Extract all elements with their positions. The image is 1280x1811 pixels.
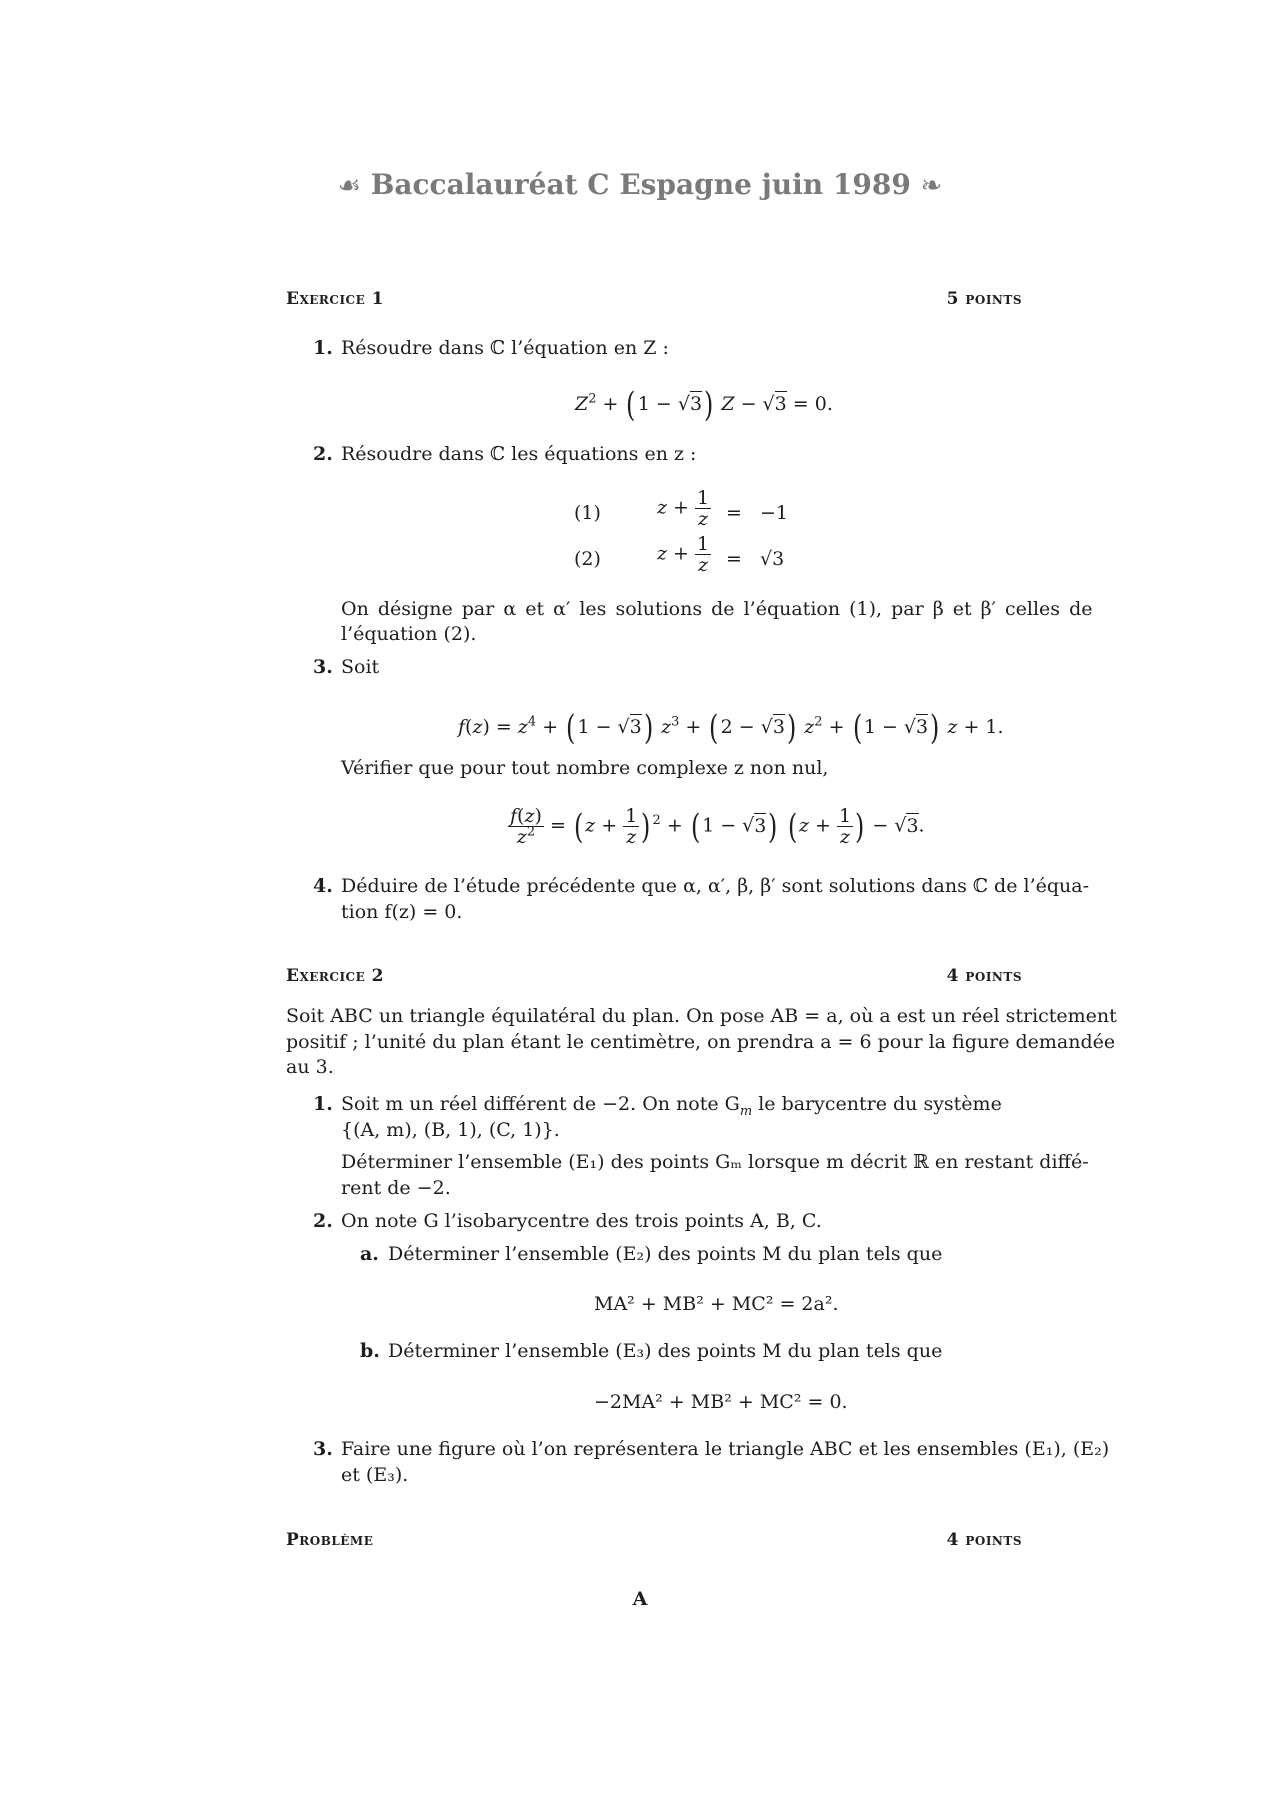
ex1-eq1-equals: = [726, 502, 742, 524]
exercise-2-points: 4 points [946, 966, 1022, 986]
ex1-eq1-lhs: z + $\frac{1}{z}$ [657, 487, 710, 530]
ex1-eq1-label: (1) [574, 502, 601, 524]
exercise-1-heading: Exercice 1 [286, 289, 384, 309]
ex1-q1-text: Résoudre dans ℂ l’équation en Z : [341, 337, 669, 359]
ex2-intro-line1: Soit ABC un triangle équilatéral du plan. On pose AB = a, où a est un réel strictement [286, 1005, 1117, 1027]
ex1-q2-text: Résoudre dans ℂ les équations en z : [341, 443, 697, 465]
ex1-q3-number: 3. [313, 656, 333, 678]
probleme-part-a: A [632, 1588, 648, 1610]
ex2-q1-line4: rent de −2. [341, 1177, 451, 1199]
ex2-q3-line2: et (E₃). [341, 1464, 409, 1486]
ex2-q2b-equation: −2MA² + MB² + MC² = 0. [594, 1391, 848, 1413]
probleme-heading: Problème [286, 1530, 374, 1550]
ex1-q2-note-line2: l’équation (2). [341, 623, 477, 645]
page-title [0, 168, 1280, 201]
ex2-q1-number: 1. [313, 1093, 333, 1115]
ex1-eq2-equals: = [726, 548, 742, 570]
ex2-q2b-number: b. [360, 1340, 380, 1362]
ex1-eq2-lhs: z + $\frac{1}{z}$ [657, 533, 710, 576]
ex2-intro-line3: au 3. [286, 1056, 334, 1078]
exercise-1-points: 5 points [946, 289, 1022, 309]
ex1-q1-number: 1. [313, 337, 333, 359]
ex2-q1-line1-sub: m [739, 1103, 753, 1119]
ex1-fz-definition: $f(z) = z^4$ + ( 1 − √3) $z^3$ + ( 2 − √3) $z^2$ + ( 1 − √3) z + 1. [458, 708, 1004, 748]
ex2-q2-text: On note G l’isobarycentre des trois points A, B, C. [341, 1210, 822, 1232]
ex1-q4-number: 4. [313, 875, 333, 897]
ex1-q2-note-line1: On désigne par α et α′ les solutions de l’équation (1), par β et β′ celles de [341, 598, 1093, 620]
ex1-q4-line1: Déduire de l’étude précédente que α, α′, β, β′ sont solutions dans ℂ de l’équa- [341, 875, 1090, 897]
ex2-q3-number: 3. [313, 1438, 333, 1460]
ex2-q2a-number: a. [360, 1243, 379, 1265]
exercise-2-heading: Exercice 2 [286, 966, 384, 986]
ex1-q2-number: 2. [313, 443, 333, 465]
ex1-q3-text: Soit [341, 656, 380, 678]
ex1-eq2-rhs: √3 [760, 548, 785, 570]
ornament-right-icon: ❧ [920, 171, 943, 201]
ex2-q2a-text: Déterminer l’ensemble (E₂) des points M du plan tels que [388, 1243, 943, 1265]
ex2-q1-line1 [341, 1091, 1002, 1117]
ex1-q1 [313, 335, 333, 361]
ex2-q2-number: 2. [313, 1210, 333, 1232]
ex2-q1-line2: {(A, m), (B, 1), (C, 1)}. [341, 1119, 560, 1141]
ex2-q2a-equation: MA² + MB² + MC² = 2a². [594, 1293, 839, 1315]
ex2-q3-line1: Faire une figure où l’on représentera le triangle ABC et les ensembles (E₁), (E₂) [341, 1438, 1110, 1460]
ex2-intro-line2: positif ; l’unité du plan étant le centimètre, on prendra a = 6 pour la figure demandée [286, 1031, 1116, 1053]
ex2-q1-line1-end: le barycentre du système [752, 1093, 1002, 1115]
ex1-q4-line2: tion f(z) = 0. [341, 901, 463, 923]
ornament-left-icon: ☙ [337, 171, 361, 201]
title-text: Baccalauréat C Espagne juin 1989 [370, 168, 911, 201]
ex1-eq2-label: (2) [574, 548, 601, 570]
ex2-q2b-text: Déterminer l’ensemble (E₃) des points M du plan tels que [388, 1340, 943, 1362]
ex2-q1-line1-start: Soit m un réel différent de −2. On note G [341, 1093, 740, 1115]
ex1-identity: $\frac{f(z)}{z^2}$ = ( z + $\frac{1}{z}$ ) $^2$ + ( 1 − √3) ( z + $\frac{1}{z}$ ) − √3. [510, 805, 925, 848]
ex2-q1-line3: Déterminer l’ensemble (E₁) des points Gₘ lorsque m décrit ℝ en restant diffé- [341, 1151, 1089, 1173]
ex1-q1-equation: $Z^2$ + ( 1 − √3) Z − √3 = 0. [575, 385, 833, 425]
ex1-q3-verify: Vérifier que pour tout nombre complexe z non nul, [341, 757, 829, 779]
probleme-points: 4 points [946, 1530, 1022, 1550]
ex1-eq1-rhs: −1 [760, 502, 789, 524]
